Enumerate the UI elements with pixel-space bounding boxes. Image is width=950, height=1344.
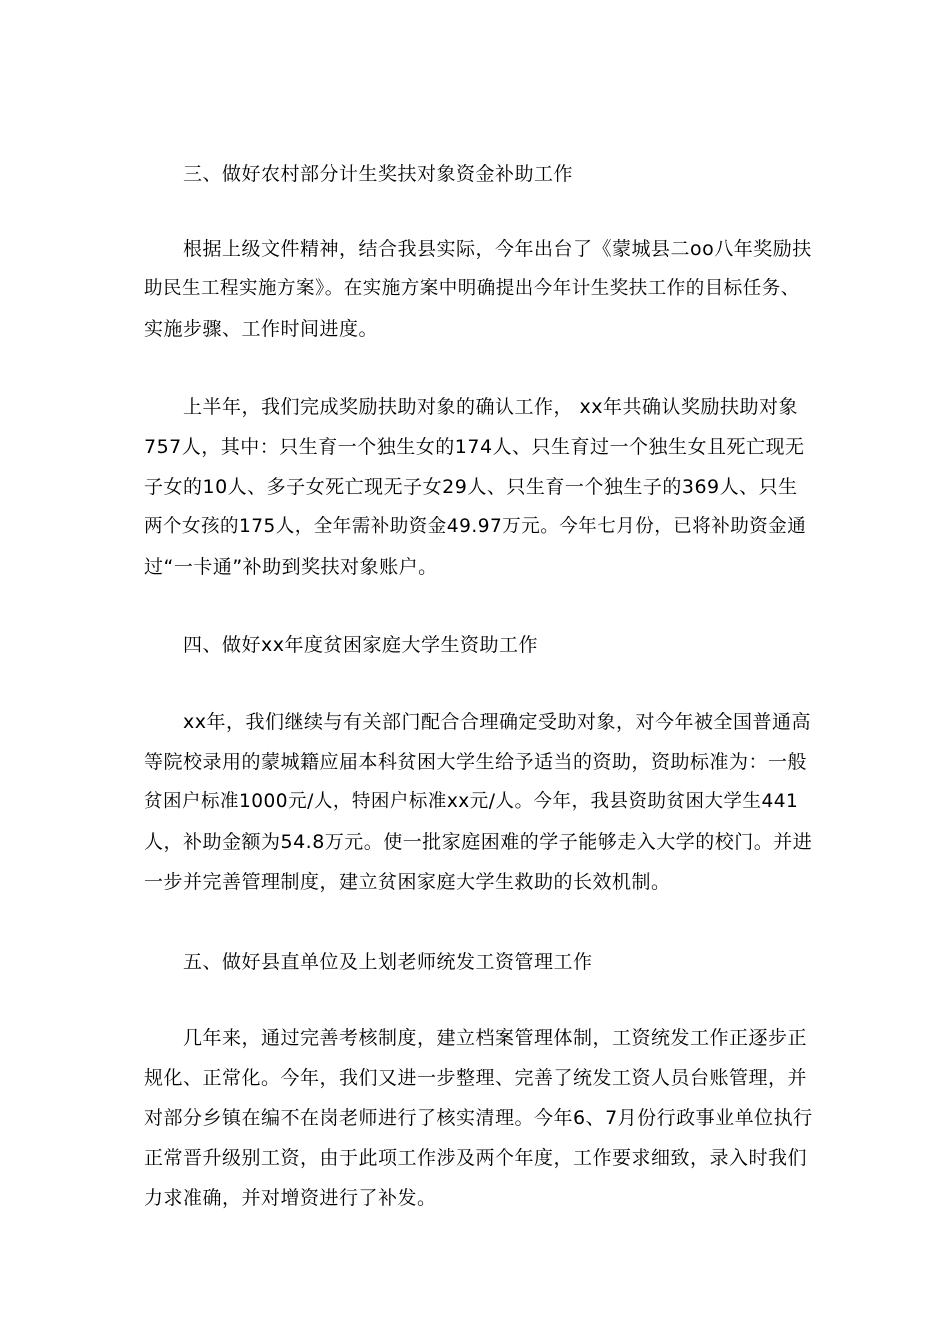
heading-text: 五、做好县直单位及上划老师统发工资管理工作: [183, 951, 593, 973]
heading-text: 三、做好农村部分计生奖扶对象资金补助工作: [183, 163, 574, 185]
paragraph-line: 正常晋升级别工资，由于此项工作涉及两个年度，工作要求细致，录入时我们: [144, 1147, 808, 1169]
body-paragraph: [144, 702, 814, 902]
paragraph-line: 贫困户标准1000元/人，特困户标准xx元/人。今年，我县资助贫困大学生441: [144, 791, 799, 812]
paragraph-line: xx年，我们继续与有关部门配合合理确定受助对象，对今年被全国普通高: [183, 711, 811, 733]
paragraph-line: 等院校录用的蒙城籍应届本科贫困大学生给予适当的资助，资助标准为：一般: [144, 751, 808, 773]
paragraph-line: 实施步骤、工作时间进度。: [144, 318, 379, 340]
paragraph-line: 子女的10人、多子女死亡现无子女29人、只生育一个独生子的369人、只生: [144, 476, 798, 498]
paragraph-line: 上半年，我们完成奖励扶助对象的确认工作， xx年共确认奖励扶助对象: [183, 396, 799, 418]
paragraph-line: 对部分乡镇在编不在岗老师进行了核实清理。今年6、7月份行政事业单位执行: [144, 1107, 813, 1129]
body-paragraph: [144, 229, 814, 349]
paragraph-line: 人，补助金额为54.8万元。使一批家庭困难的学子能够走入大学的校门。并进: [144, 831, 813, 853]
section-heading: [144, 942, 814, 982]
body-paragraph: [144, 387, 814, 587]
body-paragraph: [144, 1018, 814, 1218]
paragraph-line: 根据上级文件精神，结合我县实际，今年出台了《蒙城县二oo八年奖励扶: [183, 238, 812, 260]
paragraph-line: 助民生工程实施方案》。在实施方案中明确提出今年计生奖扶工作的目标任务、: [144, 278, 800, 299]
paragraph-line: 一步并完善管理制度，建立贫困家庭大学生救助的长效机制。: [144, 871, 671, 893]
paragraph-line: 力求准确，并对增资进行了补发。: [144, 1187, 437, 1209]
paragraph-line: 规化、正常化。今年，我们又进一步整理、完善了统发工资人员台账管理，并: [144, 1067, 808, 1089]
section-heading: [144, 625, 814, 665]
paragraph-line: 几年来，通过完善考核制度，建立档案管理体制，工资统发工作正逐步正: [183, 1027, 808, 1049]
section-heading: [144, 154, 814, 194]
paragraph-line: 两个女孩的175人，全年需补助资金49.97万元。今年七月份，已将补助资金通: [144, 516, 807, 537]
paragraph-line: 757人，其中：只生育一个独生女的174人、只生育过一个独生女且死亡现无: [144, 436, 805, 458]
paragraph-line: 过“一卡通”补助到奖扶对象账户。: [144, 556, 438, 578]
heading-text: 四、做好xx年度贫困家庭大学生资助工作: [183, 634, 538, 656]
